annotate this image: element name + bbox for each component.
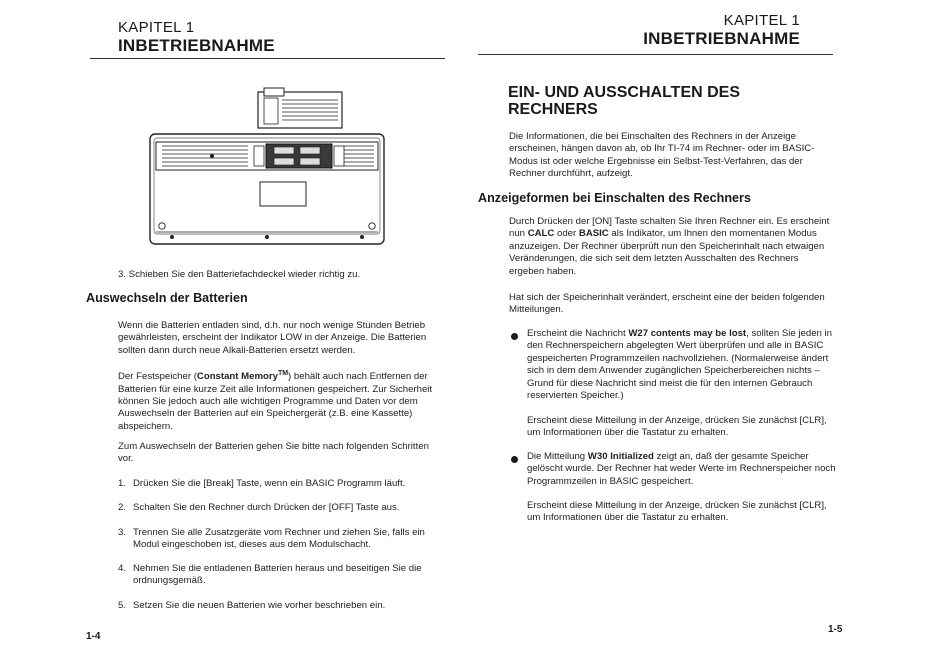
bullet-1-dot bbox=[511, 333, 518, 340]
left-para-3: Zum Auswechseln der Batterien gehen Sie bitte nach folgenden Schritten vor. bbox=[118, 441, 429, 465]
main-heading-line-1: EIN- UND AUSSCHALTEN DES bbox=[508, 84, 741, 101]
main-heading-line-2: RECHNERS bbox=[508, 101, 598, 118]
left-para-2: Der Festspeicher (Constant Memory™) behält auch nach Entfernen der Batterien für eine kurze Zeit alle Informationen gespeichert. Zur Sicherheit können Sie jedoch auch alle wichtigen Programme und Daten vor dem Auswechseln der Batterien auf ein Speichergerät (z.B. eine Kassette) abspeichern. bbox=[118, 370, 433, 432]
left-chapter-title: INBETRIEBNAHME bbox=[118, 36, 275, 55]
step-1: 1. Drücken Sie die [Break] Taste, wenn ein BASIC Programm läuft. bbox=[118, 478, 406, 489]
bullet-1-followup: Erscheint diese Mitteilung in der Anzeige, drücken Sie zunächst [CLR], um Informationen über die Tastatur zu erhalten. bbox=[527, 415, 827, 439]
left-para-1: Wenn die Batterien entladen sind, d.h. nur noch wenige Stunden Betrieb gewährleisten, erscheint der Indikator LOW in der Anzeige. Die Batterien sollten dann durch neue Alkali-Batterien ersetzt werden. bbox=[118, 320, 427, 356]
right-para-2: Hat sich der Speicherinhalt verändert, erscheint eine der beiden folgenden Mitteilungen. bbox=[509, 292, 825, 316]
step-5: 5. Setzen Sie die neuen Batterien wie vorher beschrieben ein. bbox=[118, 600, 386, 611]
step-4: 4. Nehmen Sie die entladenen Batterien heraus und beseitigen Sie die ordnungsgemäß. bbox=[118, 563, 422, 587]
right-section-heading: Anzeigeformen bei Einschalten des Rechners bbox=[478, 191, 751, 205]
left-section-heading: Auswechseln der Batterien bbox=[86, 291, 248, 305]
bullet-2-followup: Erscheint diese Mitteilung in der Anzeige, drücken Sie zunächst [CLR], um Informationen über die Tastatur zu erhalten. bbox=[527, 500, 827, 524]
bullet-1-text: Erscheint die Nachricht W27 contents may be lost, sollten Sie jeden in den Rechnerspeichern abgelegten Wert überprüfen und alle in BASIC gespeicherten Programmzeilen nachvollziehen. (Normalerweise ändert sich in dem dem Anwender zugänglichen Speicherbereichen nichts – Grund für diese Nachricht sind meist die für den internen Gebrauch reservierten Speicher.) bbox=[527, 328, 833, 402]
left-chapter-label: KAPITEL 1 bbox=[118, 19, 195, 36]
calculator-battery-figure bbox=[148, 86, 388, 246]
right-page-number: 1-5 bbox=[828, 624, 843, 635]
right-para-1: Durch Drücken der [ON] Taste schalten Sie Ihren Rechner ein. Es erscheint nun CALC oder BASIC als Indikator, um Ihnen den momentanen Modus anzuzeigen. Der Rechner überprüft nun den Speicherinhalt nach etwaigen Veränderungen, die sich seit dem letzten Ausschalten des Rechners ergeben haben. bbox=[509, 216, 830, 277]
bullet-2-text: Die Mitteilung W30 Initialized zeigt an, daß der gesamte Speicher gelöscht wurde. Der Rechner hat weder Werte im Rechnerspeicher noch Programmzeilen in BASIC gespeichert. bbox=[527, 451, 836, 487]
right-intro: Die Informationen, die bei Einschalten des Rechners in der Anzeige erscheinen, hängen davon ab, ob Ihr TI-74 im Rechner- oder im BASIC-Modus ist oder welche Ergebnisse ein Selbst-Test-Verfahren, das der Rechner durchführt, aufzeigt. bbox=[509, 131, 815, 180]
right-chapter-label: KAPITEL 1 bbox=[723, 12, 800, 29]
left-header-rule bbox=[90, 58, 445, 59]
bullet-2-dot bbox=[511, 456, 518, 463]
figure-caption: 3. Schieben Sie den Batteriefachdeckel wieder richtig zu. bbox=[118, 269, 361, 280]
step-3: 3. Trennen Sie alle Zusatzgeräte vom Rechner und ziehen Sie, falls ein Modul eingeschoben ist, dieses aus dem Modulschacht. bbox=[118, 527, 425, 551]
step-2: 2. Schalten Sie den Rechner durch Drücken der [OFF] Taste aus. bbox=[118, 502, 400, 513]
right-chapter-title: INBETRIEBNAHME bbox=[643, 29, 800, 48]
right-header-rule bbox=[478, 54, 833, 55]
left-page-number: 1-4 bbox=[86, 631, 101, 642]
